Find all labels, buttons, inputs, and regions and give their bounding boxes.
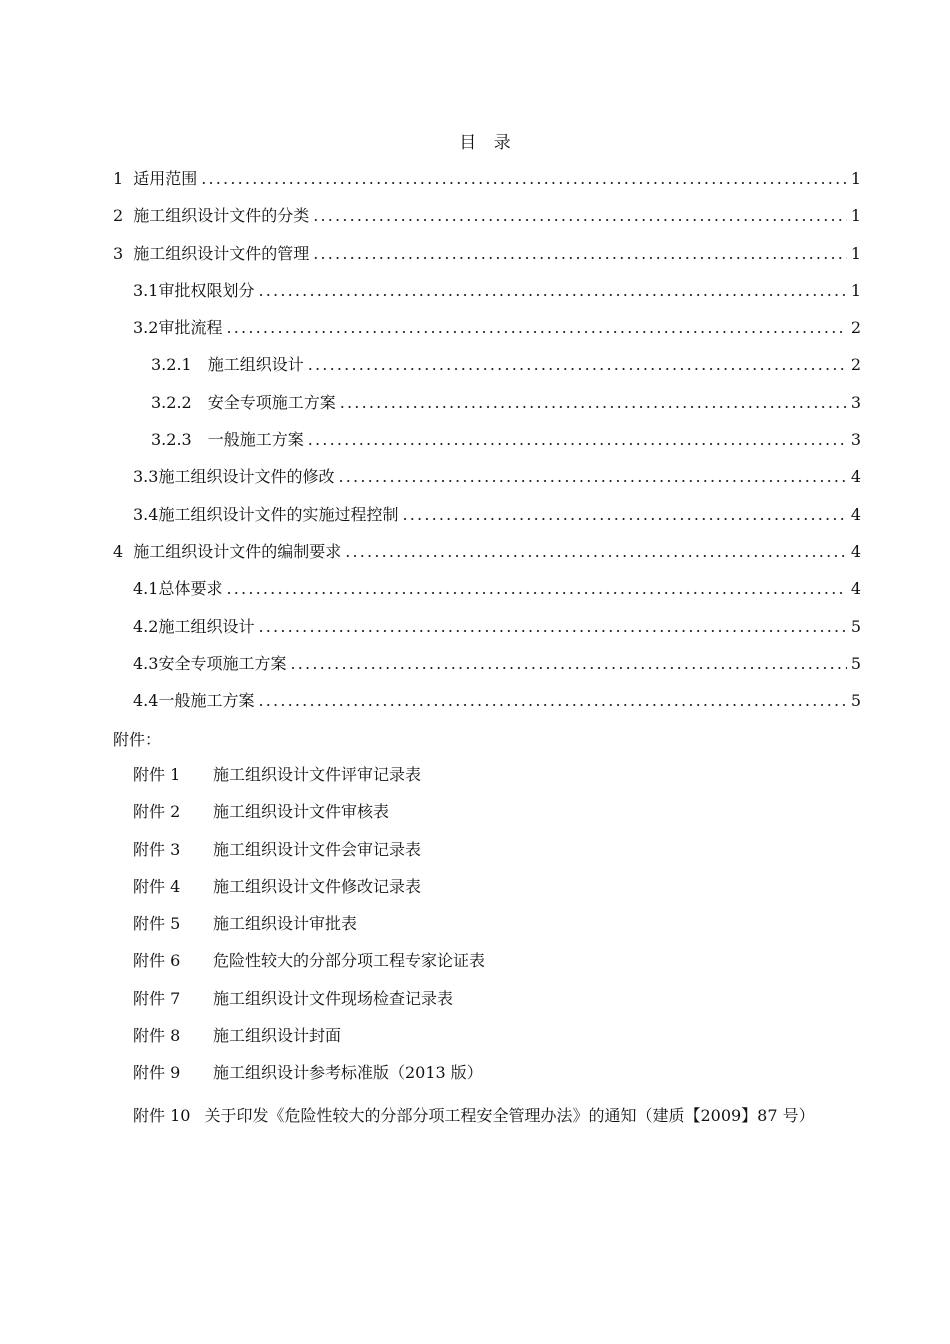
- attachment-title: 施工组织设计文件修改记录表: [213, 876, 422, 896]
- toc-text: 施工组织设计文件的编制要求: [133, 541, 342, 561]
- dot-leader: [308, 352, 847, 378]
- toc-text: 总体要求: [158, 579, 223, 599]
- attachment-title: 施工组织设计参考标准版（2013 版）: [213, 1063, 483, 1083]
- attachment-label: 附件 5: [133, 914, 181, 934]
- toc-text: 施工组织设计文件的修改: [158, 467, 335, 487]
- toc-text: 施工组织设计文件的分类: [133, 206, 310, 226]
- toc-number: 3.1: [133, 280, 159, 300]
- attachment-item[interactable]: [133, 948, 863, 985]
- toc-text: 施工组织设计: [207, 355, 304, 375]
- dot-leader: [258, 688, 846, 714]
- attachment-label: 附件 6: [133, 951, 181, 971]
- toc-number: 3.2.1: [151, 355, 192, 375]
- dot-leader: [201, 166, 847, 192]
- toc-number: 4.3: [133, 653, 159, 673]
- attachment-item[interactable]: [133, 986, 863, 1023]
- toc-entry[interactable]: [113, 502, 861, 539]
- attachment-item-last[interactable]: [113, 1097, 865, 1134]
- attachment-item[interactable]: [133, 1023, 863, 1060]
- attachment-item[interactable]: [133, 837, 863, 874]
- page-title: 目 录: [459, 133, 517, 153]
- attachment-label: 附件 9: [133, 1063, 181, 1083]
- attachment-label: 附件 3: [133, 839, 181, 859]
- attachment-item[interactable]: [133, 762, 863, 799]
- toc-page-number: 4: [850, 579, 861, 599]
- toc-page-number: 1: [850, 206, 861, 226]
- toc-text: 审批流程: [158, 318, 223, 338]
- toc-entry[interactable]: [113, 427, 861, 464]
- toc-page-number: 5: [850, 653, 861, 673]
- toc-entry[interactable]: [113, 688, 861, 725]
- toc-text: 施工组织设计文件的管理: [133, 243, 310, 263]
- toc-entry[interactable]: [113, 315, 861, 352]
- attachment-title: 施工组织设计文件评审记录表: [213, 765, 422, 784]
- toc-number: 4: [113, 541, 124, 561]
- dot-leader: [308, 427, 847, 453]
- table-of-contents: [113, 166, 861, 725]
- attachment-title: 施工组织设计文件现场检查记录表: [213, 988, 454, 1008]
- toc-page-number: 4: [850, 541, 861, 561]
- toc-number: 3: [113, 243, 124, 263]
- attachment-item[interactable]: [133, 874, 863, 911]
- toc-number: 3.2.3: [151, 430, 192, 450]
- toc-number: 2: [113, 206, 124, 226]
- toc-number: 4.4: [133, 691, 159, 711]
- toc-number: 3.3: [133, 467, 159, 487]
- dot-leader: [345, 539, 847, 565]
- toc-text: 施工组织设计: [158, 616, 255, 636]
- attachment-item[interactable]: [133, 911, 863, 948]
- toc-number: 3.2: [133, 318, 159, 338]
- toc-number: 3.2.2: [151, 392, 192, 412]
- dot-leader: [313, 241, 847, 267]
- toc-text: 安全专项施工方案: [207, 392, 336, 412]
- attachment-label: 附件 10: [133, 1106, 191, 1125]
- toc-entry[interactable]: [113, 539, 861, 576]
- attachment-title: 关于印发《危险性较大的分部分项工程安全管理办法》的通知（建质【2009】87 号）: [204, 1106, 815, 1125]
- attachment-title: 施工组织设计文件审核表: [213, 802, 390, 822]
- toc-entry[interactable]: [113, 614, 861, 651]
- attachment-label: 附件 4: [133, 876, 181, 896]
- toc-entry[interactable]: [113, 166, 861, 203]
- toc-page-number: 5: [850, 616, 861, 636]
- attachments-header: 附件：: [113, 730, 162, 749]
- toc-entry[interactable]: [113, 464, 861, 501]
- attachment-title: 危险性较大的分部分项工程专家论证表: [213, 951, 486, 971]
- toc-entry[interactable]: [113, 241, 861, 278]
- toc-entry[interactable]: [113, 390, 861, 427]
- attachment-item[interactable]: [133, 1060, 863, 1097]
- toc-page-number: 3: [850, 392, 861, 412]
- dot-leader: [226, 576, 846, 602]
- toc-number: 4.1: [133, 579, 159, 599]
- toc-text: 一般施工方案: [207, 430, 304, 450]
- attachment-label: 附件 2: [133, 802, 181, 822]
- toc-page-number: 4: [850, 504, 861, 524]
- toc-entry[interactable]: [113, 203, 861, 240]
- dot-leader: [340, 390, 847, 416]
- toc-page-number: 1: [850, 280, 861, 300]
- toc-page-number: 2: [850, 355, 861, 375]
- toc-entry[interactable]: [113, 278, 861, 315]
- toc-page-number: 5: [850, 691, 861, 711]
- toc-text: 适用范围: [133, 169, 198, 188]
- dot-leader: [338, 464, 846, 490]
- dot-leader: [258, 614, 846, 640]
- dot-leader: [402, 502, 846, 528]
- toc-number: 4.2: [133, 616, 159, 636]
- toc-page-number: 1: [850, 169, 861, 188]
- attachment-label: 附件 8: [133, 1026, 181, 1046]
- attachments-list: [133, 762, 863, 1098]
- attachment-label: 附件 1: [133, 765, 181, 784]
- toc-page-number: 1: [850, 243, 861, 263]
- attachment-title: 施工组织设计文件会审记录表: [213, 839, 422, 859]
- dot-leader: [313, 203, 847, 229]
- toc-entry[interactable]: [113, 576, 861, 613]
- attachment-item[interactable]: [133, 799, 863, 836]
- toc-page-number: 3: [850, 430, 861, 450]
- toc-entry[interactable]: [113, 352, 861, 389]
- toc-entry[interactable]: [113, 651, 861, 688]
- dot-leader: [290, 651, 846, 677]
- dot-leader: [226, 315, 846, 341]
- toc-text: 安全专项施工方案: [158, 653, 287, 673]
- toc-text: 审批权限划分: [158, 280, 255, 300]
- toc-number: 3.4: [133, 504, 159, 524]
- toc-page-number: 4: [850, 467, 861, 487]
- attachment-title: 施工组织设计审批表: [213, 914, 358, 934]
- dot-leader: [258, 278, 846, 304]
- toc-text: 施工组织设计文件的实施过程控制: [158, 504, 399, 524]
- toc-text: 一般施工方案: [158, 691, 255, 711]
- toc-number: 1: [113, 169, 124, 188]
- attachment-title: 施工组织设计封面: [213, 1026, 342, 1046]
- toc-page-number: 2: [850, 318, 861, 338]
- attachment-label: 附件 7: [133, 988, 181, 1008]
